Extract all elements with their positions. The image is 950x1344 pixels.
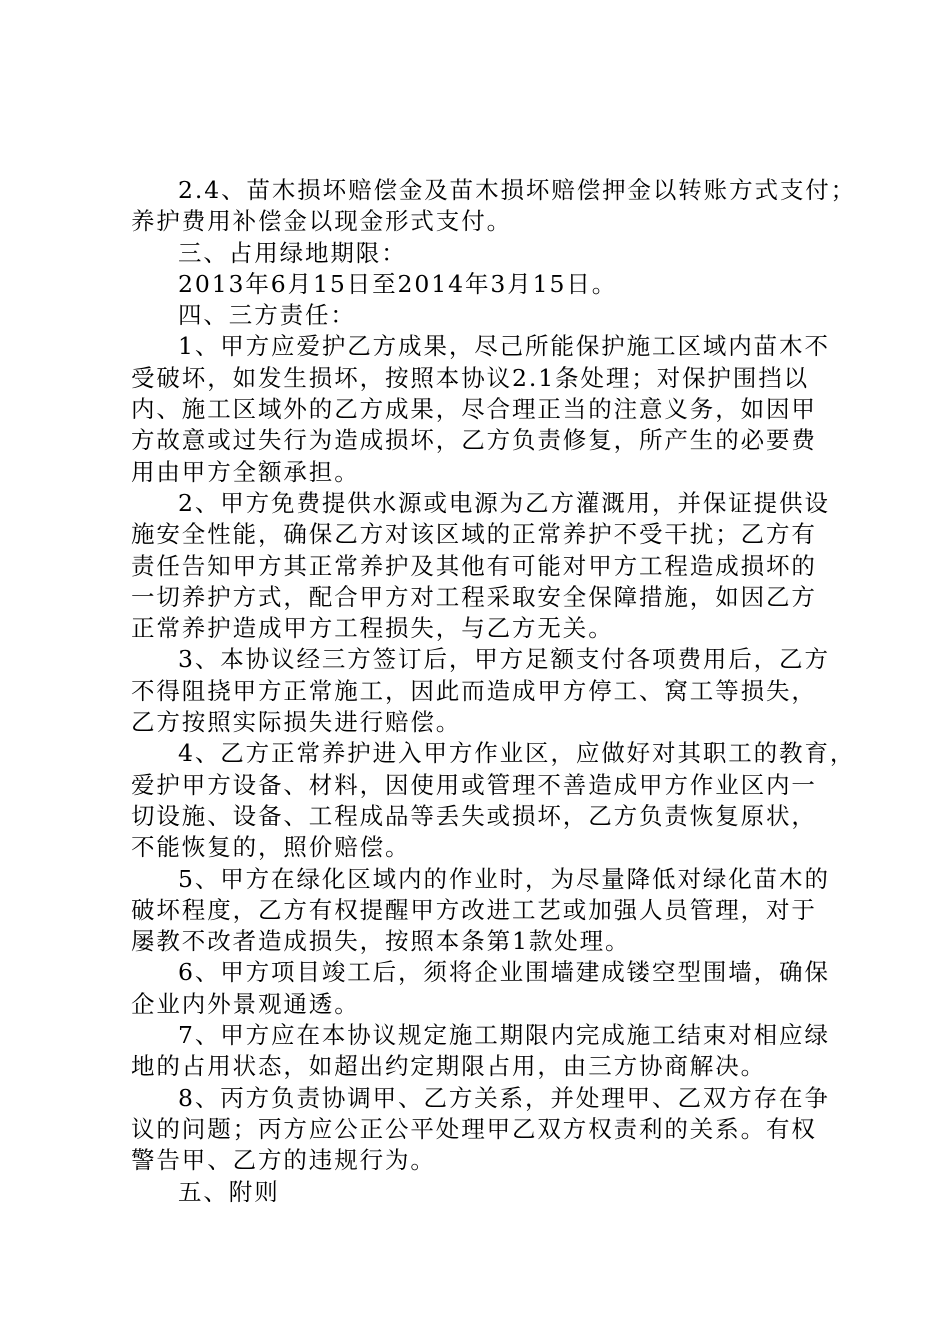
text-line: 1、甲方应爱护乙方成果，尽己所能保护施工区域内苗木不 xyxy=(178,332,830,361)
document-body xyxy=(131,175,857,1208)
text-line: 6、甲方项目竣工后，须将企业围墙建成镂空型围墙，确保 xyxy=(178,958,830,987)
text-line: 受破坏，如发生损坏，按照本协议2.1条处理；对保护围挡以 xyxy=(131,363,810,392)
text-line: 四、三方责任： xyxy=(178,301,356,330)
text-line: 乙方按照实际损失进行赔偿。 xyxy=(131,708,462,737)
text-line: 4、乙方正常养护进入甲方作业区，应做好对其职工的教育， xyxy=(178,739,856,768)
text-line: 议的问题；丙方应公正公平处理甲乙双方权责利的关系。有权 xyxy=(131,1114,817,1143)
text-line: 屡教不改者造成损失，按照本条第1款处理。 xyxy=(131,927,631,956)
text-line: 责任告知甲方其正常养护及其他有可能对甲方工程造成损坏的 xyxy=(131,551,817,580)
text-line: 7、甲方应在本协议规定施工期限内完成施工结束对相应绿 xyxy=(178,1021,830,1050)
text-line: 一切养护方式，配合甲方对工程采取安全保障措施，如因乙方 xyxy=(131,582,817,611)
text-line: 施安全性能，确保乙方对该区域的正常养护不受干扰；乙方有 xyxy=(131,520,817,549)
text-line: 企业内外景观通透。 xyxy=(131,989,360,1018)
text-line: 2013年6月15日至2014年3月15日。 xyxy=(178,269,618,298)
text-line: 五、附则 xyxy=(178,1177,280,1206)
text-line: 方故意或过失行为造成损坏，乙方负责修复，所产生的必要费 xyxy=(131,426,817,455)
text-line: 不得阻挠甲方正常施工，因此而造成甲方停工、窝工等损失， xyxy=(131,676,817,705)
text-line: 破坏程度，乙方有权提醒甲方改进工艺或加强人员管理，对于 xyxy=(131,895,817,924)
text-line: 用由甲方全额承担。 xyxy=(131,457,360,486)
text-line: 5、甲方在绿化区域内的作业时，为尽量降低对绿化苗木的 xyxy=(178,864,830,893)
text-line: 正常养护造成甲方工程损失，与乙方无关。 xyxy=(131,614,614,643)
text-line: 养护费用补偿金以现金形式支付。 xyxy=(131,207,512,236)
text-line: 内、施工区域外的乙方成果，尽合理正当的注意义务，如因甲 xyxy=(131,395,817,424)
text-line: 地的占用状态，如超出约定期限占用，由三方协商解决。 xyxy=(131,1052,766,1081)
text-line: 3、本协议经三方签订后，甲方足额支付各项费用后，乙方 xyxy=(178,645,830,674)
text-line: 2、甲方免费提供水源或电源为乙方灌溉用，并保证提供设 xyxy=(178,488,830,517)
text-line: 切设施、设备、工程成品等丢失或损坏，乙方负责恢复原状， xyxy=(131,801,817,830)
text-line: 警告甲、乙方的违规行为。 xyxy=(131,1146,436,1175)
text-line: 2.4、苗木损坏赔偿金及苗木损坏赔偿押金以转账方式支付； xyxy=(178,176,857,204)
text-line: 三、占用绿地期限： xyxy=(178,238,407,267)
text-line: 爱护甲方设备、材料，因使用或管理不善造成甲方作业区内一 xyxy=(131,770,817,799)
text-line: 8、丙方负责协调甲、乙方关系，并处理甲、乙双方存在争 xyxy=(178,1083,830,1112)
text-line: 不能恢复的，照价赔偿。 xyxy=(131,833,411,862)
